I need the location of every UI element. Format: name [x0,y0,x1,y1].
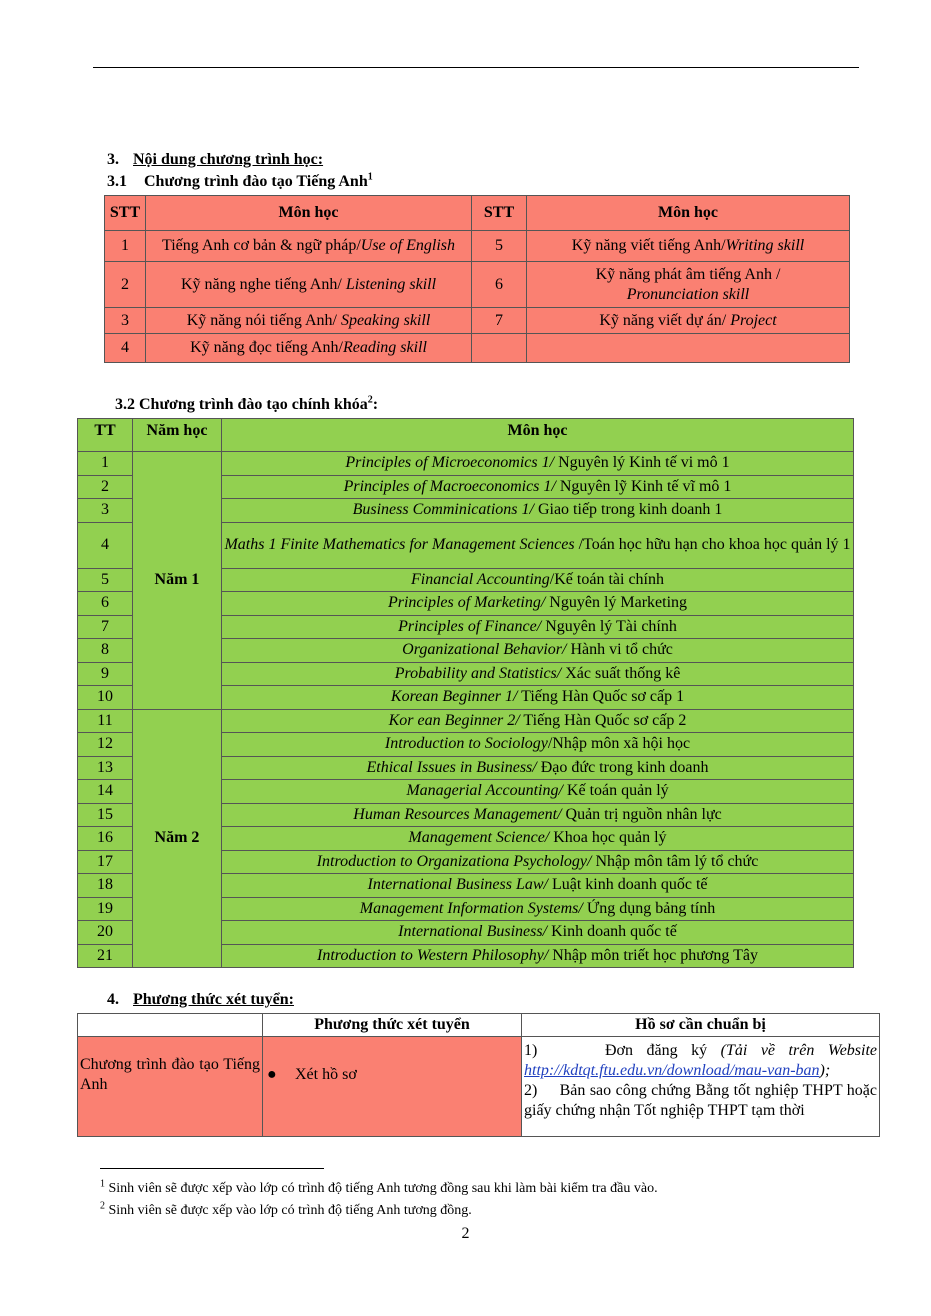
header-rule [93,67,859,68]
row-number: 15 [78,803,133,827]
row-number: 12 [78,733,133,757]
subject-cell: Organizational Behavior/ Hành vi tổ chức [222,639,854,663]
header-tt: TT [78,419,133,452]
section-3-heading: 3. Nội dung chương trình học: [107,151,324,168]
header-documents: Hồ sơ cần chuẩn bị [522,1014,880,1037]
table-row: 3 Kỹ năng nói tiếng Anh/ Speaking skill 7 Kỹ năng viết dự án/ Project [105,308,850,334]
header-stt: STT [105,196,146,231]
section-3-2-heading: 3.2 Chương trình đào tạo chính khóa$^2$: [115,394,379,413]
row-number: 16 [78,827,133,851]
english-program-table [104,195,850,363]
row-number: 17 [78,850,133,874]
subject-cell: Korean Beginner 1/ Tiếng Hàn Quốc sơ cấp 1 [222,686,854,710]
row-number: 20 [78,921,133,945]
subject-cell: Kor ean Beginner 2/ Tiếng Hàn Quốc sơ cấp 2 [222,709,854,733]
download-link[interactable]: http://kdtqt.ftu.edu.vn/download/mau-van-ban [524,1062,820,1079]
main-program-table [77,418,854,968]
year-1-cell: Năm 1 [133,452,222,710]
table-row [78,709,854,733]
subject-cell: Principles of Microeconomics 1/ Nguyên lý Kinh tế vi mô 1 [222,452,854,476]
footnote-2: $^2$ Sinh viên sẽ được xếp vào lớp có trình độ tiếng Anh tương đồng. [100,1200,472,1218]
header-stt: STT [472,196,527,231]
subject-cell: Introduction to Western Philosophy/ Nhập môn triết học phương Tây [222,944,854,968]
row-number: 1 [78,452,133,476]
subject-cell: Ethical Issues in Business/ Đạo đức trong kinh doanh [222,756,854,780]
row-number: 4 [78,522,133,568]
row-number: 7 [78,615,133,639]
row-number: 2 [78,475,133,499]
subject-cell: Managerial Accounting/ Kế toán quản lý [222,780,854,804]
row-number: 6 [78,592,133,616]
header-subject: Môn học [146,196,472,231]
subject-cell: Introduction to Sociology/Nhập môn xã hội học [222,733,854,757]
row-number: 14 [78,780,133,804]
admission-table [77,1013,880,1137]
subject-cell: Business Comminications 1/ Giao tiếp trong kinh doanh 1 [222,499,854,523]
header-method: Phương thức xét tuyển [263,1014,522,1037]
row-number: 21 [78,944,133,968]
row-number: 10 [78,686,133,710]
header-subject: Môn học [222,419,854,452]
row-number: 5 [78,568,133,592]
subject-cell: Human Resources Management/ Quản trị nguồn nhân lực [222,803,854,827]
subject-cell: International Business Law/ Luật kinh doanh quốc tế [222,874,854,898]
header-year: Năm học [133,419,222,452]
subject-cell: International Business/ Kinh doanh quốc tế [222,921,854,945]
subject-cell: Principles of Marketing/ Nguyên lý Marketing [222,592,854,616]
subject-cell: Management Science/ Khoa học quản lý [222,827,854,851]
footnote-rule [100,1168,324,1169]
table-row: 2 Kỹ năng nghe tiếng Anh/ Listening skill 6 Kỹ năng phát âm tiếng Anh / Pronunciation skill [105,262,850,308]
year-2-cell: Năm 2 [133,709,222,968]
row-number: 3 [78,499,133,523]
subject-cell: Management Information Systems/ Ứng dụng bảng tính [222,897,854,921]
section-3-1-heading: 3.1 Chương trình đào tạo Tiếng Anh$^1$ [107,171,373,190]
subject-cell: Financial Accounting/Kế toán tài chính [222,568,854,592]
table-row: 4 Kỹ năng đọc tiếng Anh/Reading skill [105,334,850,363]
documents-cell: 1) Đơn đăng ký (Tải về trên Website http://kdtqt.ftu.edu.vn/download/mau-van-ban); 2) Bản sao công chứng Bằng tốt nghiệp THPT hoặc giấy chứng nhận Tốt nghiệp THPT tạm thời [522,1037,880,1137]
footnote-1: $^1$ Sinh viên sẽ được xếp vào lớp có trình độ tiếng Anh tương đồng sau khi làm bài kiểm tra đầu vào. [100,1178,658,1196]
header-subject: Môn học [527,196,850,231]
page-number: 2 [461,1225,470,1242]
row-number: 18 [78,874,133,898]
table-row: 1 Tiếng Anh cơ bản & ngữ pháp/Use of English 5 Kỹ năng viết tiếng Anh/Writing skill [105,231,850,262]
row-number: 11 [78,709,133,733]
table-row [78,452,854,476]
method-cell: ● Xét hồ sơ [263,1037,522,1137]
row-number: 9 [78,662,133,686]
row-number: 19 [78,897,133,921]
subject-cell: Maths 1 Finite Mathematics for Management Sciences /Toán học hữu hạn cho khoa học quản lý 1 [222,522,854,568]
program-name: Chương trình đào tạo Tiếng Anh [78,1037,263,1137]
subject-cell: Introduction to Organizationa Psychology/ Nhập môn tâm lý tổ chức [222,850,854,874]
subject-cell: Principles of Finance/ Nguyên lý Tài chính [222,615,854,639]
subject-cell: Probability and Statistics/ Xác suất thống kê [222,662,854,686]
subject-cell: Principles of Macroeconomics 1/ Nguyên lỹ Kinh tế vĩ mô 1 [222,475,854,499]
row-number: 13 [78,756,133,780]
row-number: 8 [78,639,133,663]
section-4-heading: 4. Phương thức xét tuyển: [107,991,294,1008]
